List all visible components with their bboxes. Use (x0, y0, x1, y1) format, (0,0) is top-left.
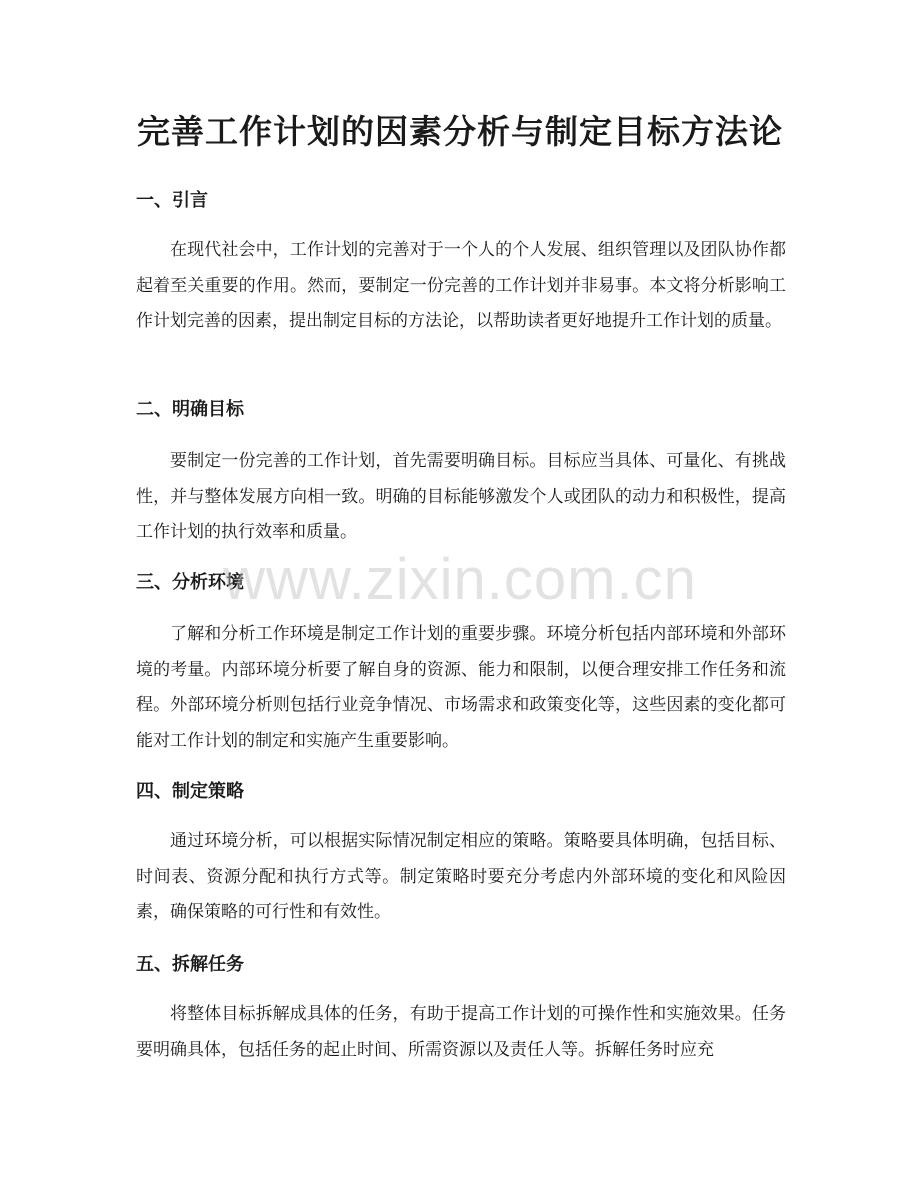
section-paragraph-strategy: 通过环境分析，可以根据实际情况制定相应的策略。策略要具体明确，包括目标、时间表、资源分配和执行方式等。制定策略时要充分考虑内外部环境的变化和风险因素，确保策略的可行性和有效性。 (136, 831, 786, 922)
watermark-text: www.zixin.com.cn (223, 547, 697, 612)
section-paragraph-tasks: 将整体目标拆解成具体的任务，有助于提高工作计划的可操作性和实施效果。任务要明确具体，包括任务的起止时间、所需资源以及责任人等。拆解任务时应充 (136, 1004, 786, 1060)
section-paragraph-environment: 了解和分析工作环境是制定工作计划的重要步骤。环境分析包括内部环境和外部环境的考量。内部环境分析要了解自身的资源、能力和限制，以便合理安排工作任务和流程。外部环境分析则包括行业竞争情况、市场需求和政策变化等，这些因素的变化都可能对工作计划的制定和实施产生重要影响。 (136, 624, 786, 751)
section-heading-strategy: 四、制定策略 (136, 781, 244, 802)
section-paragraph-goals: 要制定一份完善的工作计划，首先需要明确目标。目标应当具体、可量化、有挑战性，并与整体发展方向相一致。明确的目标能够激发个人或团队的动力和积极性，提高工作计划的执行效率和质量。 (136, 451, 786, 542)
section-heading-goals: 二、明确目标 (136, 399, 244, 420)
section-paragraph-intro: 在现代社会中，工作计划的完善对于一个人的个人发展、组织管理以及团队协作都起着至关重要的作用。然而，要制定一份完善的工作计划并非易事。本文将分析影响工作计划完善的因素，提出制定目标的方法论，以帮助读者更好地提升工作计划的质量。 (136, 240, 786, 331)
section-heading-tasks: 五、拆解任务 (136, 954, 244, 975)
section-heading-environment: 三、分析环境 (136, 572, 244, 593)
document-title: 完善工作计划的因素分析与制定目标方法论 (137, 112, 783, 151)
section-heading-intro: 一、引言 (136, 190, 208, 211)
